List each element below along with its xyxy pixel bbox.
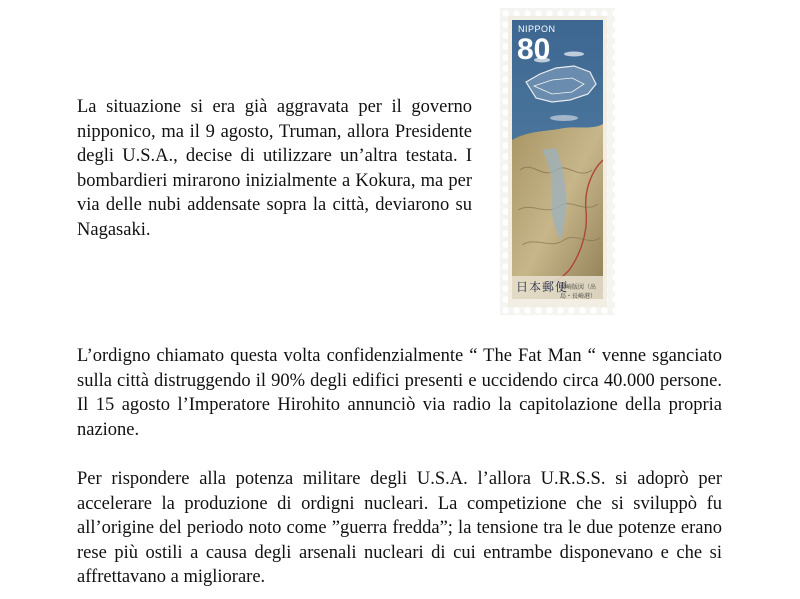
stamp-face xyxy=(508,16,607,307)
nagasaki-map-stamp xyxy=(500,8,615,315)
paragraph-cold-war: Per rispondere alla potenza militare degli U.S.A. l’allora U.R.S.S. si adoprò per accelerare la produzione di ordigni nucleari. La competizione che si sviluppò fu all’origine del periodo noto come ”guerra fredda”; la tensione tra le due potenze erano rese più ostili a causa degli arsenali nucleari di cui entrambe disponevano e che si affrettavano a migliorare. xyxy=(77,469,722,587)
stamp-caption: 長崎版図（出島・長崎港） xyxy=(560,284,597,300)
stamp-postal-mark: 日本郵便 xyxy=(516,280,569,294)
stamp-denomination: 80 xyxy=(517,33,551,66)
paragraph-fat-man: L’ordigno chiamato questa volta confidenzialmente “ The Fat Man “ venne sganciato sulla città distruggendo il 90% degli edifici presenti e uccidendo circa 40.000 persone. Il 15 agosto l’Imperatore Hirohito annunciò via radio la capitolazione della propria nazione. xyxy=(77,346,722,440)
paragraph-situation: La situazione si era già aggravata per il governo nipponico, ma il 9 agosto, Truman, allora Presidente degli U.S.A., decise di utilizzare un’altra testata. I bombardieri mirarono inizialmente a Kokura, ma per via delle nubi addensate sopra la città, deviarono su Nagasaki. xyxy=(77,97,472,240)
stamp-country-label: NIPPON xyxy=(518,24,556,34)
